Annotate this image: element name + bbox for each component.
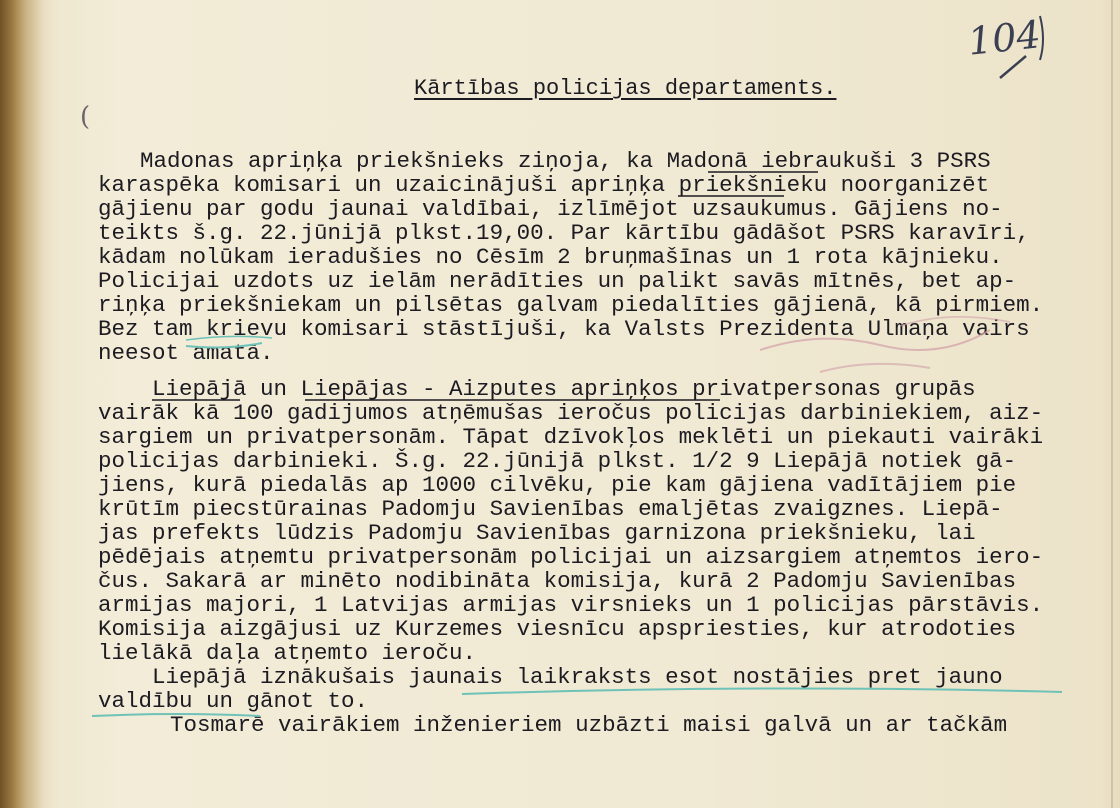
folio-number: 104 <box>965 12 1043 64</box>
text-line-8: Bez tam krievu komisari stāstījuši, ka Valsts Prezidenta Ulmaņa vairs <box>98 316 1030 342</box>
text-line-17: pēdējais atņemtu privatpersonām policijai un aizsargiem atņemtos iero- <box>98 544 1044 570</box>
binding-shadow <box>0 0 58 808</box>
text-line-19: armijas majori, 1 Latvijas armijas virsnieks un 1 policijas pārstāvis. <box>98 592 1044 618</box>
text-line-7: riņķa priekšniekam un pilsētas galvam piedalīties gājienā, kā pirmiem. <box>98 292 1044 318</box>
text-line-12: sargiem un privatpersonām. Tāpat dzīvokļos meklēti un piekauti vairāki <box>98 424 1044 450</box>
text-line-1: Madonas apriņķa priekšnieks ziņoja, ka Madonā iebraukuši 3 PSRS <box>140 148 991 174</box>
text-line-21: lielākā daļa atņemto ieroču. <box>98 640 477 666</box>
text-line-24: Tosmarē vairākiem inženieriem uzbāzti maisi galvā un ar tačkām <box>170 712 1008 738</box>
text-line-14: jiens, kurā piedalās ap 1000 cilvēku, pie kam gājiena vadītājiem pie <box>98 472 1017 498</box>
text-line-23: valdību un gānot to. <box>98 688 369 714</box>
text-line-11: vairāk kā 100 gadijumos atņēmušas ieročus policijas darbiniekiem, aiz- <box>98 400 1044 426</box>
text-line-6: Policijai uzdots uz ielām nerādīties un palikt savās mītnēs, bet ap- <box>98 268 1017 294</box>
text-line-20: Komisija aizgājusi uz Kurzemes viesnīcu apspriesties, kur atrodoties <box>98 616 1017 642</box>
text-line-5: kādam nolūkam ieradušies no Cēsīm 2 bruņmašīnas un 1 rota kājnieku. <box>98 244 1003 270</box>
text-line-15: krūtīm piecstūrainas Padomju Savienības emaljētas zvaigznes. Liepā- <box>98 496 1003 522</box>
text-line-9: neesot amatā. <box>98 340 274 366</box>
text-line-4: teikts š.g. 22.jūnijā plkst.19,00. Par kārtību gādāšot PSRS karavīri, <box>98 220 1030 246</box>
text-line-16: jas prefekts lūdzis Padomju Savienības garnizona priekšnieku, lai <box>98 520 976 546</box>
text-line-22: Liepājā iznākušais jaunais laikraksts esot nostājies pret jauno <box>152 664 1003 690</box>
text-line-13: policijas darbinieki. Š.g. 22.jūnijā plkst. 1/2 9 Liepājā notiek gā- <box>98 448 1017 474</box>
text-line-10: Liepājā un Liepājas - Aizputes apriņķos privatpersonas grupās <box>152 376 976 402</box>
text-line-2: karaspēka komisari un uzaicinājuši apriņķa priekšnieku noorganizēt <box>98 172 990 198</box>
document-title: Kārtības policijas departaments. <box>414 76 837 101</box>
text-line-18: čus. Sakarā ar minēto nodibināta komisija, kurā 2 Padomju Savienības <box>98 568 1017 594</box>
text-line-3: gājienu par godu jaunai valdībai, izlīmējot uzsaukumus. Gājiens no- <box>98 196 1003 222</box>
pencil-bracket-mark: ( <box>80 102 91 132</box>
